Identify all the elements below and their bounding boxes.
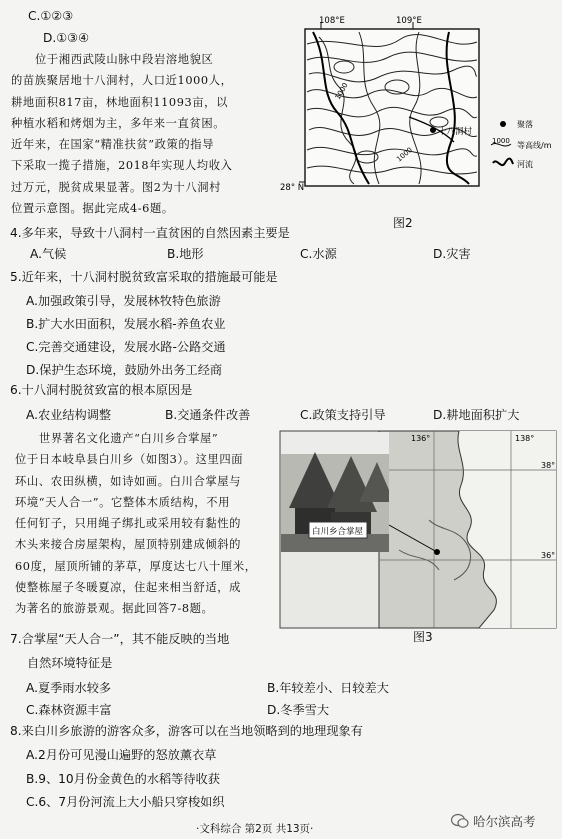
watermark [451, 812, 536, 830]
fig3-lon-138: 138° [515, 434, 535, 443]
passage-line: 种植水稻和烤烟为主，多年来一直贫困。 [11, 116, 226, 130]
village-marker [430, 127, 436, 133]
watermark-text: 哈尔滨高考 [473, 814, 536, 829]
fig2-village-label: 十八洞村 [438, 127, 473, 137]
svg-text:1000: 1000 [395, 145, 414, 164]
question-7-stem-line-1: 7.合掌屋“天人合一”，其不能反映的当地 [10, 632, 230, 646]
passage-line: 为著名的旅游景观。据此回答7-8题。 [15, 602, 214, 616]
passage-line: 位于湘西武陵山脉中段岩溶地貌区 [35, 53, 214, 66]
question-4-option-a[interactable]: A.气候 [30, 247, 67, 261]
legend-contour-value: 1000 [492, 137, 510, 145]
passage-line: 任何钉子，只用绳子绑扎或采用较有黏性的 [15, 517, 242, 531]
legend-river-label: 河流 [517, 160, 533, 169]
legend-river-icon [493, 159, 513, 166]
fig3-lon-136: 136° [411, 434, 431, 443]
question-6-stem: 6.十八洞村脱贫致富的根本原因是 [10, 383, 193, 397]
figure-2-caption: 图2 [393, 216, 413, 230]
prev-option-c: C.①②③ [28, 9, 74, 23]
question-5-option-d[interactable]: D.保护生态环境，鼓励外出务工经商 [26, 363, 223, 377]
question-6-option-c[interactable]: C.政策支持引导 [300, 408, 386, 422]
passage-line: 的苗族聚居地十八洞村，人口近1000人， [11, 74, 233, 88]
wechat-icon [451, 813, 469, 829]
question-8-option-a[interactable]: A.2月份可见漫山遍野的怒放薰衣草 [26, 748, 217, 762]
question-7-stem-line-2: 自然环境特征是 [27, 656, 113, 670]
fig2-lon-108: 108°E [319, 16, 345, 26]
page-footer: ·文科综合 第2页 共13页· [196, 823, 314, 835]
question-7-option-a[interactable]: A.夏季雨水较多 [26, 681, 112, 695]
question-7-option-d[interactable]: D.冬季雪大 [267, 703, 330, 717]
question-4-option-d[interactable]: D.灾害 [433, 247, 471, 261]
passage-line: 过万元，脱贫成果显著。图2为十八洞村 [11, 180, 222, 194]
legend-settlement-label: 聚落 [517, 120, 533, 129]
fig3-lat-36: 36° [541, 551, 556, 560]
passage-line: 木头来接合房屋架构，屋顶特别建成倾斜的 [15, 538, 242, 552]
passage-line: 位于日本岐阜县白川乡（如图3）。这里四面 [15, 453, 244, 467]
svg-text:1000: 1000 [333, 81, 350, 101]
question-8-option-b[interactable]: B.9、10月份金黄色的水稻等待收获 [26, 772, 220, 786]
prev-option-d: D.①③④ [43, 31, 90, 45]
question-5-option-b[interactable]: B.扩大水田面积，发展水稻-养鱼农业 [26, 317, 226, 331]
question-5-option-a[interactable]: A.加强政策引导，发展林牧特色旅游 [26, 294, 221, 308]
question-8-stem: 8.来白川乡旅游的游客众多，游客可以在当地领略到的地理现象有 [10, 724, 363, 738]
fig2-lon-109: 109°E [396, 16, 422, 26]
passage-line: 近年来，在国家“精准扶贫”政策的指导 [11, 138, 215, 152]
figure-2-map [279, 12, 557, 222]
figure-3-map [279, 430, 557, 630]
fig2-lat-28: 28° N [280, 183, 305, 193]
legend-settlement-icon [500, 121, 506, 127]
passage-2 [15, 428, 257, 620]
fig3-lat-38: 38° [541, 461, 556, 470]
passage-line: 耕地面积817亩，林地面积11093亩，以 [11, 95, 228, 109]
passage-line: 环境“天人合一”。它整体木质结构，不用 [15, 495, 230, 509]
question-5-option-c[interactable]: C.完善交通建设，发展水路-公路交通 [26, 340, 226, 354]
passage-line: 使整栋屋子冬暖夏凉，住起来相当舒适，成 [15, 581, 242, 595]
passage-line: 世界著名文化遗产“白川乡合掌屋” [39, 432, 219, 445]
question-4-stem: 4.多年来，导致十八洞村一直贫困的自然因素主要是 [10, 226, 290, 240]
question-6-option-b[interactable]: B.交通条件改善 [165, 408, 251, 422]
question-8-option-c[interactable]: C.6、7月份河流上大小船只穿梭如织 [26, 795, 225, 809]
question-5-stem: 5.近年来，十八洞村脱贫致富采取的措施最可能是 [10, 270, 278, 284]
question-4-option-b[interactable]: B.地形 [167, 247, 204, 261]
passage-1 [11, 49, 233, 219]
fig3-photo-label: 白川乡合掌屋 [312, 527, 364, 537]
passage-line: 位置示意图。据此完成4-6题。 [11, 202, 174, 216]
question-7-option-b[interactable]: B.年较差小、日较差大 [267, 681, 389, 695]
question-7-option-c[interactable]: C.森林资源丰富 [26, 703, 112, 717]
passage-line: 下采取一揽子措施，2018年实现人均收入 [11, 159, 233, 173]
legend-contour-label: 等高线/m [517, 141, 552, 150]
passage-line: 60度，屋顶所铺的茅草，厚度达七八十厘米， [15, 559, 257, 573]
figure-3-caption: 图3 [413, 630, 433, 644]
question-6-option-d[interactable]: D.耕地面积扩大 [433, 408, 520, 422]
passage-line: 环山、农田纵横，如诗如画。白川合掌屋与 [15, 474, 242, 488]
question-4-option-c[interactable]: C.水源 [300, 247, 337, 261]
question-6-option-a[interactable]: A.农业结构调整 [26, 408, 112, 422]
